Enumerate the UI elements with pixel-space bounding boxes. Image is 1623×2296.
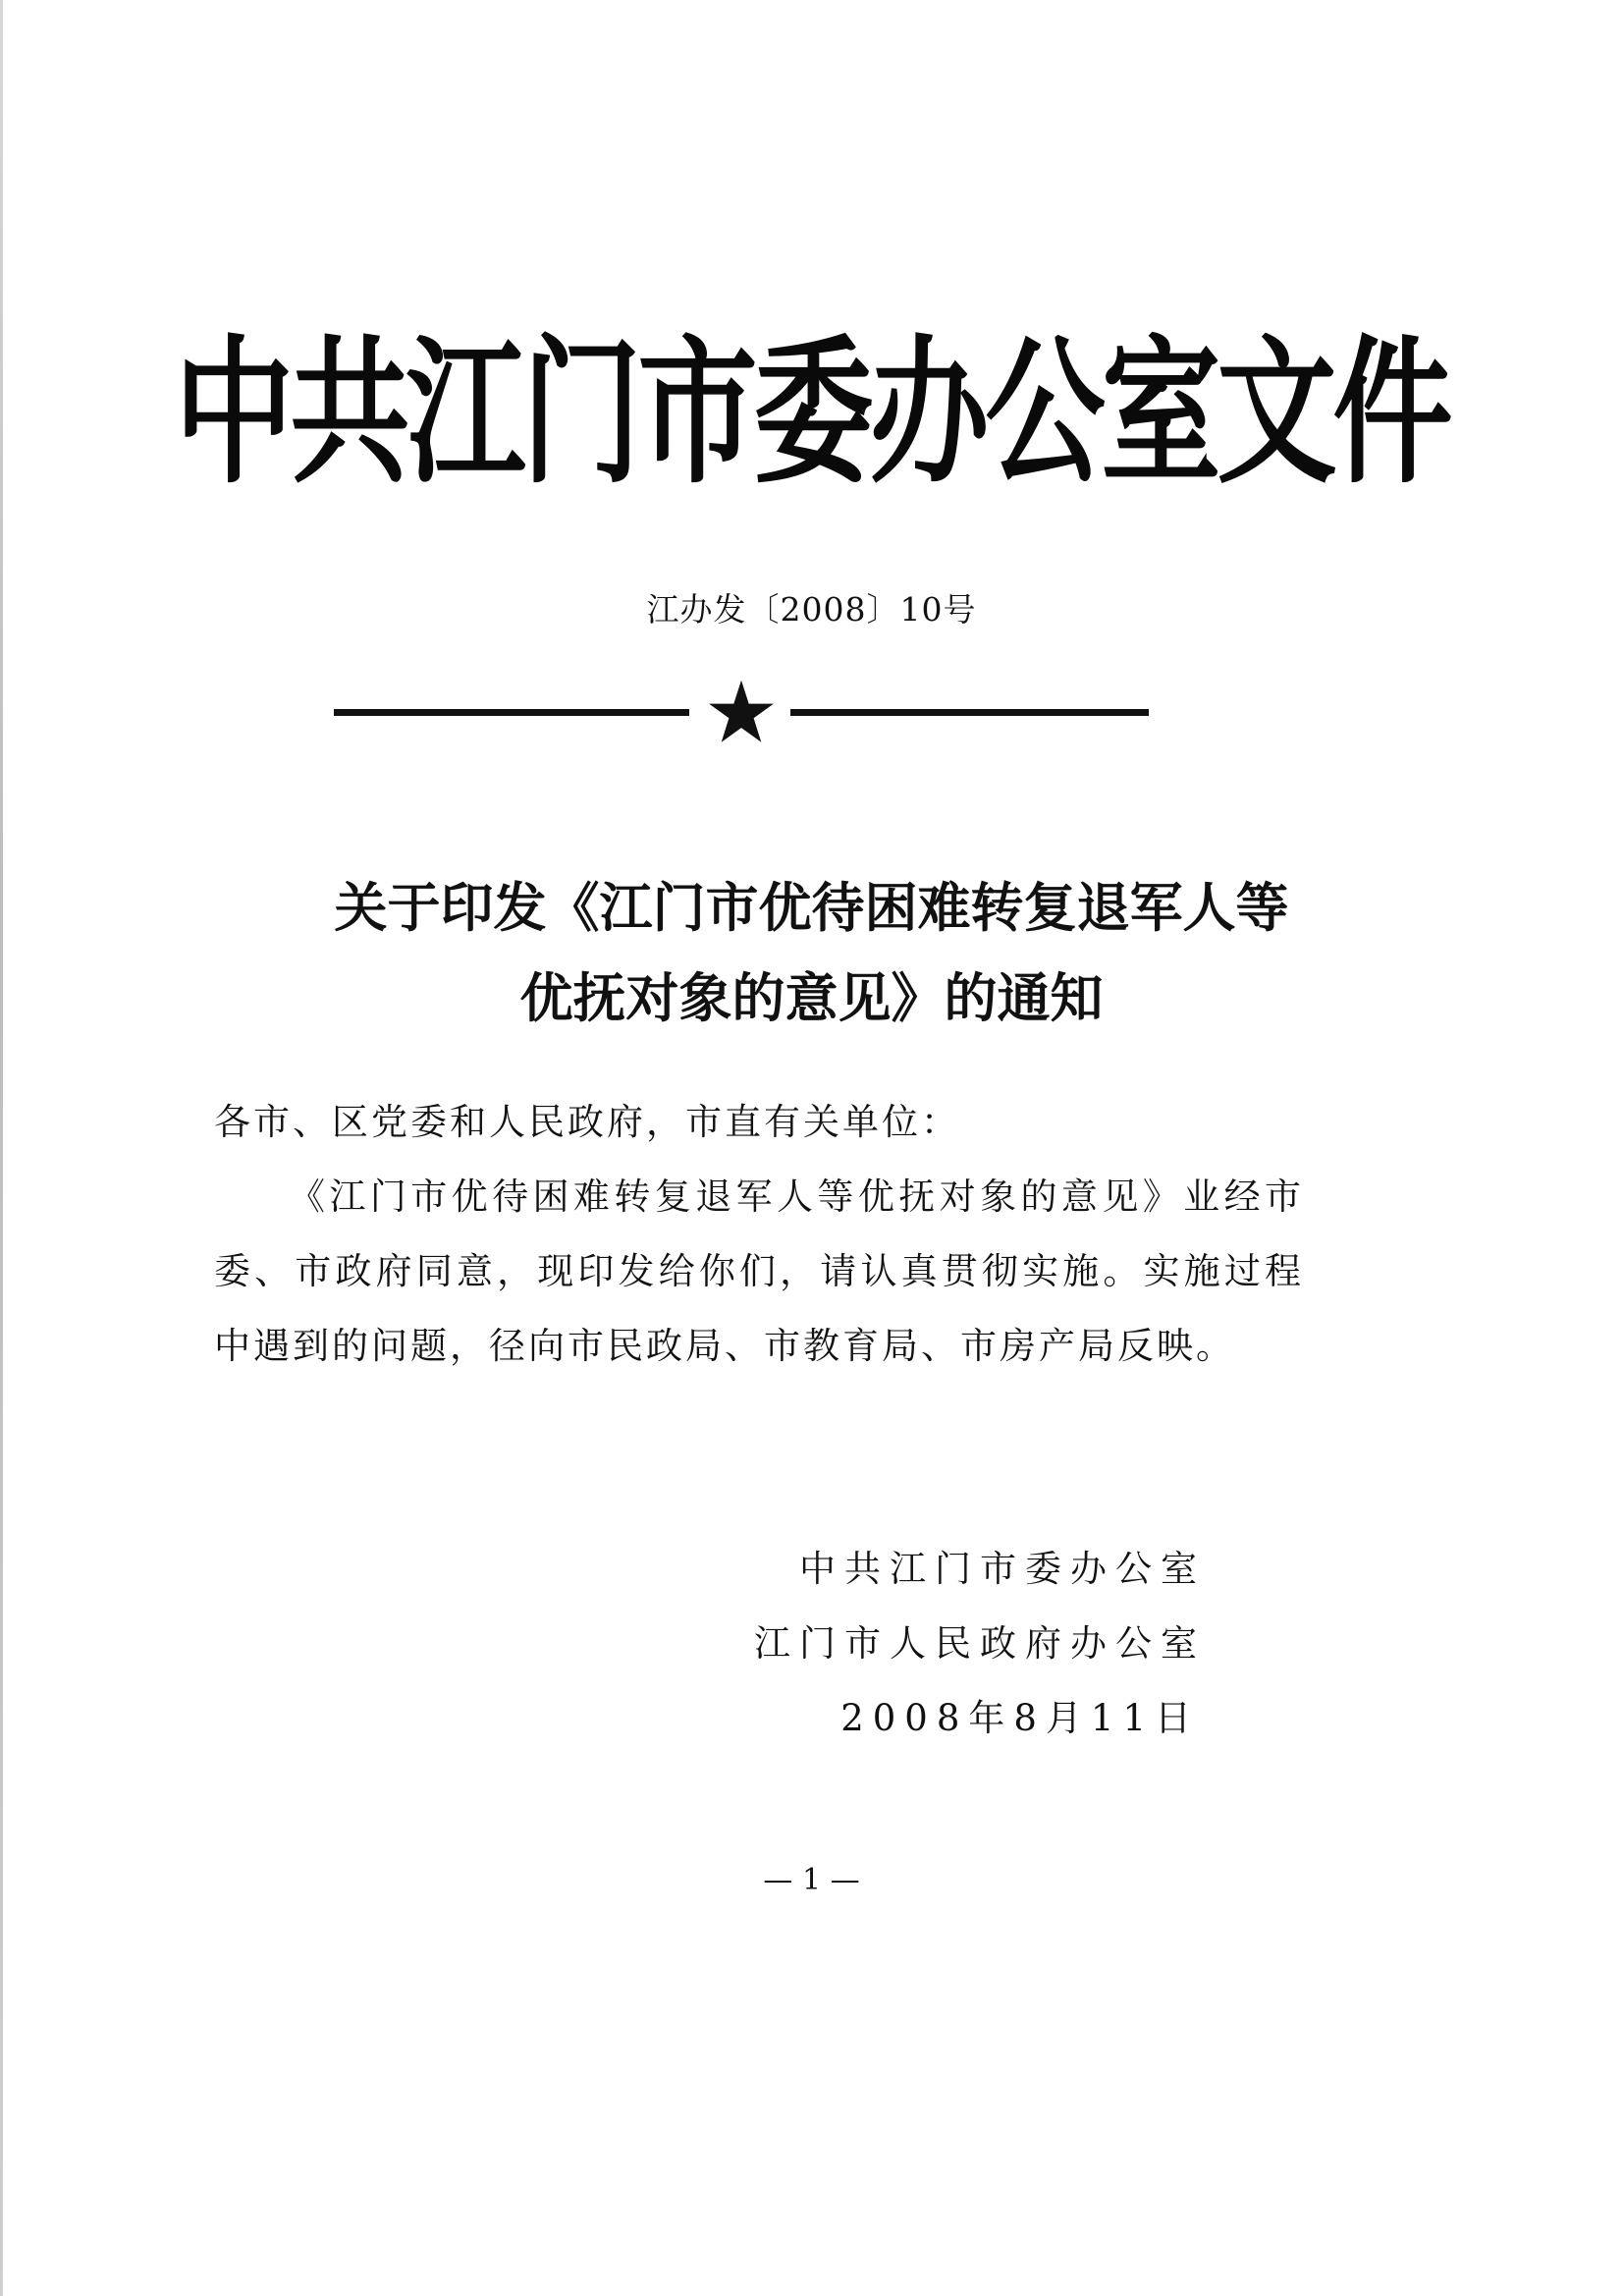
star-icon xyxy=(707,678,776,746)
divider-line-right xyxy=(790,709,1149,716)
organization-header: 中共江门市委办公室文件 xyxy=(174,320,1449,506)
page-number: — 1 — xyxy=(763,1863,860,1897)
signature-block xyxy=(0,1532,1206,1756)
notice-title-line-1: 关于印发《江门市优待困难转复退军人等 xyxy=(334,876,1289,939)
notice-body xyxy=(214,1085,1304,1384)
issuer-party-office: 中共江门市委办公室 xyxy=(799,1548,1206,1590)
divider-line-left xyxy=(334,709,689,716)
issue-date: 2008年8月11日 xyxy=(840,1697,1200,1739)
header-divider xyxy=(334,678,1149,746)
notice-title-line-2: 优抚对象的意见》的通知 xyxy=(519,966,1104,1029)
salutation: 各市、区党委和人民政府，市直有关单位： xyxy=(214,1101,960,1143)
document-number: 江办发〔2008〕10号 xyxy=(646,590,977,629)
body-paragraph: 《江门市优待困难转复退军人等优抚对象的意见》业经市委、市政府同意，现印发给你们，请认真贯彻实施。实施过程中遇到的问题，径向市民政局、市教育局、市房产局反映。 xyxy=(214,1175,1304,1367)
notice-title xyxy=(0,862,1623,1043)
issuer-government-office: 江门市人民政府办公室 xyxy=(754,1622,1206,1665)
